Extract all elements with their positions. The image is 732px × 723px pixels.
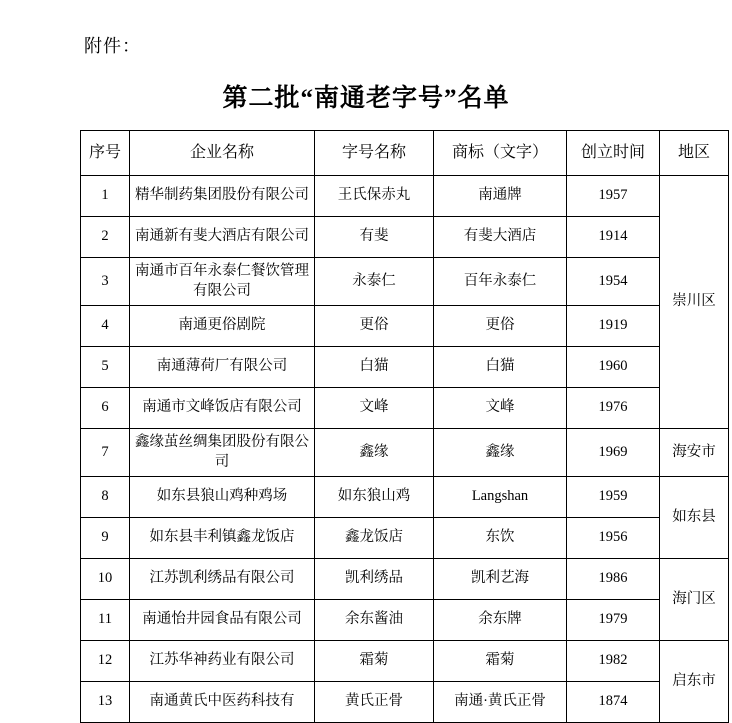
cell-trademark: 余东牌 [434,600,567,641]
attachment-label: 附件： [84,36,141,56]
cell-founded: 1914 [567,217,660,258]
column-header-seq: 序号 [81,131,130,176]
cell-trademark: 南通·黄氏正骨 [434,682,567,723]
cell-seq: 10 [81,559,130,600]
cell-company: 如东县狼山鸡种鸡场 [130,477,315,518]
cell-trademark: 凯利艺海 [434,559,567,600]
cell-seq: 4 [81,306,130,347]
cell-region: 如东县 [660,477,729,559]
cell-company: 南通市百年永泰仁餐饮管理有限公司 [130,258,315,306]
cell-founded: 1954 [567,258,660,306]
cell-brand: 如东狼山鸡 [315,477,434,518]
old-brand-listing-table [80,130,729,723]
cell-seq: 13 [81,682,130,723]
page-title: 第二批“南通老字号”名单 [222,85,510,112]
cell-founded: 1956 [567,518,660,559]
table-row [81,258,729,306]
cell-company: 江苏凯利绣品有限公司 [130,559,315,600]
cell-region: 海门区 [660,559,729,641]
table-row [81,518,729,559]
cell-founded: 1959 [567,477,660,518]
cell-trademark: 百年永泰仁 [434,258,567,306]
cell-trademark: 鑫缘 [434,429,567,477]
column-header-trademark: 商标（文字） [434,131,567,176]
cell-seq: 1 [81,176,130,217]
cell-founded: 1976 [567,388,660,429]
cell-brand: 霜菊 [315,641,434,682]
column-header-founded: 创立时间 [567,131,660,176]
cell-brand: 黄氏正骨 [315,682,434,723]
cell-trademark: 白猫 [434,347,567,388]
cell-brand: 永泰仁 [315,258,434,306]
column-header-brand: 字号名称 [315,131,434,176]
cell-company: 南通更俗剧院 [130,306,315,347]
cell-trademark: 文峰 [434,388,567,429]
table-row [81,641,729,682]
table-row [81,682,729,723]
cell-seq: 2 [81,217,130,258]
cell-seq: 8 [81,477,130,518]
cell-brand: 凯利绣品 [315,559,434,600]
cell-brand: 更俗 [315,306,434,347]
cell-company: 南通怡井园食品有限公司 [130,600,315,641]
cell-founded: 1979 [567,600,660,641]
cell-company: 鑫缘茧丝绸集团股份有限公司 [130,429,315,477]
column-header-company: 企业名称 [130,131,315,176]
cell-brand: 鑫缘 [315,429,434,477]
table-row [81,306,729,347]
cell-founded: 1960 [567,347,660,388]
listing-table-container [80,130,716,723]
table-header [81,131,729,176]
table-row [81,217,729,258]
cell-brand: 王氏保赤丸 [315,176,434,217]
cell-region: 海安市 [660,429,729,477]
table-row [81,388,729,429]
cell-seq: 9 [81,518,130,559]
cell-trademark: 南通牌 [434,176,567,217]
table-header-row [81,131,729,176]
cell-company: 南通薄荷厂有限公司 [130,347,315,388]
cell-founded: 1919 [567,306,660,347]
cell-region: 崇川区 [660,176,729,429]
cell-company: 南通黄氏中医药科技有 [130,682,315,723]
cell-brand: 有斐 [315,217,434,258]
cell-seq: 11 [81,600,130,641]
table-row [81,559,729,600]
cell-company: 精华制药集团股份有限公司 [130,176,315,217]
cell-company: 南通市文峰饭店有限公司 [130,388,315,429]
table-row [81,477,729,518]
cell-founded: 1969 [567,429,660,477]
cell-brand: 鑫龙饭店 [315,518,434,559]
table-body [81,176,729,723]
cell-trademark: 东饮 [434,518,567,559]
cell-brand: 文峰 [315,388,434,429]
cell-trademark: Langshan [434,477,567,518]
cell-seq: 3 [81,258,130,306]
cell-company: 南通新有斐大酒店有限公司 [130,217,315,258]
cell-company: 江苏华神药业有限公司 [130,641,315,682]
table-row [81,429,729,477]
table-row [81,347,729,388]
cell-brand: 白猫 [315,347,434,388]
cell-founded: 1986 [567,559,660,600]
cell-founded: 1957 [567,176,660,217]
cell-seq: 12 [81,641,130,682]
cell-founded: 1874 [567,682,660,723]
cell-seq: 5 [81,347,130,388]
table-row [81,600,729,641]
cell-seq: 6 [81,388,130,429]
cell-trademark: 霜菊 [434,641,567,682]
cell-brand: 余东酱油 [315,600,434,641]
cell-seq: 7 [81,429,130,477]
table-row [81,176,729,217]
cell-trademark: 更俗 [434,306,567,347]
cell-founded: 1982 [567,641,660,682]
cell-trademark: 有斐大酒店 [434,217,567,258]
cell-company: 如东县丰利镇鑫龙饭店 [130,518,315,559]
cell-region: 启东市 [660,641,729,723]
column-header-region: 地区 [660,131,729,176]
